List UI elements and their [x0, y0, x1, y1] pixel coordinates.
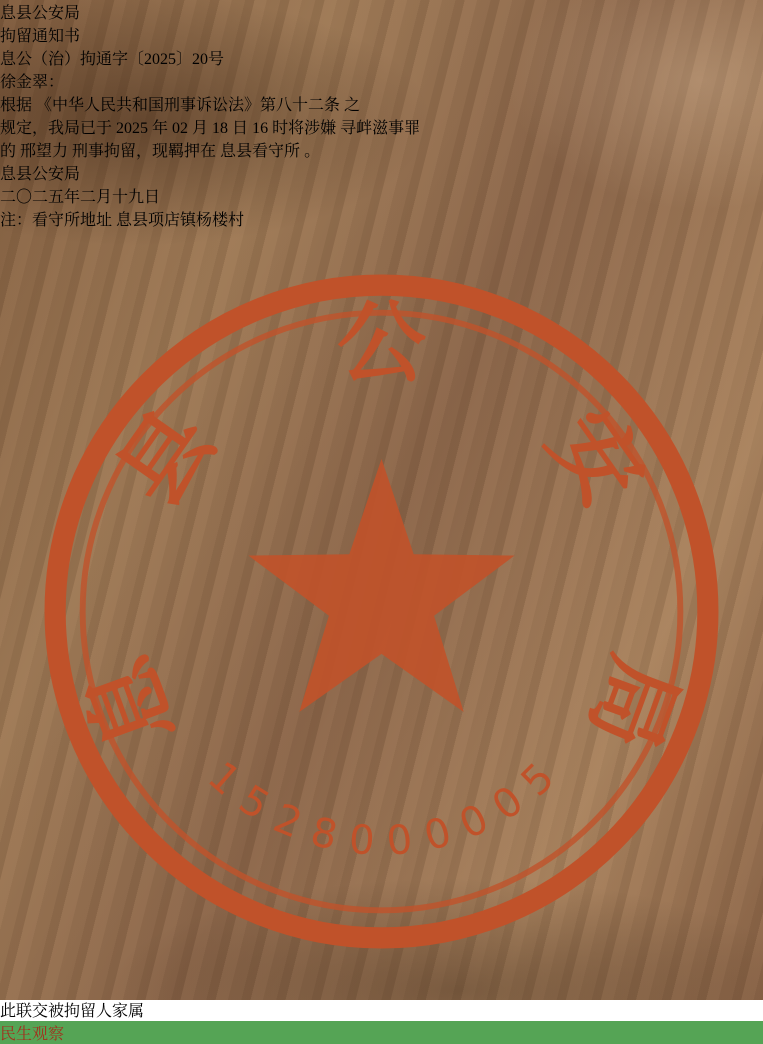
detainee-name-fill: 邢望力	[20, 143, 69, 160]
day-label: 日	[232, 120, 249, 137]
year-fill: 2025	[116, 120, 149, 137]
crime-fill: 寻衅滋事罪	[340, 120, 421, 137]
issuing-agency-header: 息县公安局	[0, 5, 81, 22]
period: 。	[304, 143, 321, 160]
watermark-badge: 民生观察	[0, 1021, 763, 1044]
body-prefix: 根据	[0, 97, 33, 114]
document-number: 息公（治）拘通字〔2025〕20号	[0, 51, 225, 68]
body-zhi: 之	[344, 97, 361, 114]
note-label: 注：看守所地址	[0, 212, 113, 229]
addressee-colon: ：	[48, 74, 65, 91]
line3-mid: 刑事拘留，现羁押在	[72, 143, 217, 160]
copy-recipient-note: 此联交被拘留人家属	[0, 1003, 145, 1020]
detention-place-fill: 息县看守所	[220, 143, 301, 160]
seal-char: 县	[101, 394, 234, 524]
signature-date: 二〇二五年二月十九日	[0, 189, 161, 206]
document-title: 拘留通知书	[0, 28, 81, 45]
seal-char: 公	[337, 296, 426, 395]
month-label: 月	[192, 120, 209, 137]
month-fill: 02	[172, 120, 189, 137]
seal-char: 局	[570, 644, 693, 762]
legal-basis-fill: 《中华人民共和国刑事诉讼法》第八十二条	[36, 97, 341, 114]
seal-char: 安	[529, 394, 662, 524]
addressee-name: 徐金翠	[0, 74, 49, 91]
day-fill: 18	[212, 120, 229, 137]
body-de: 的	[0, 143, 17, 160]
seal-serial-number: 1528000005	[199, 744, 574, 866]
hour-fill: 16	[252, 120, 269, 137]
hour-label: 时将涉嫌	[272, 120, 337, 137]
detention-address-fill: 息县项店镇杨楼村	[116, 212, 245, 229]
line2-prefix: 规定，我局已于	[0, 120, 113, 137]
year-label: 年	[152, 120, 169, 137]
signature-agency: 息县公安局	[0, 166, 81, 183]
seal-char: 息	[70, 644, 193, 762]
